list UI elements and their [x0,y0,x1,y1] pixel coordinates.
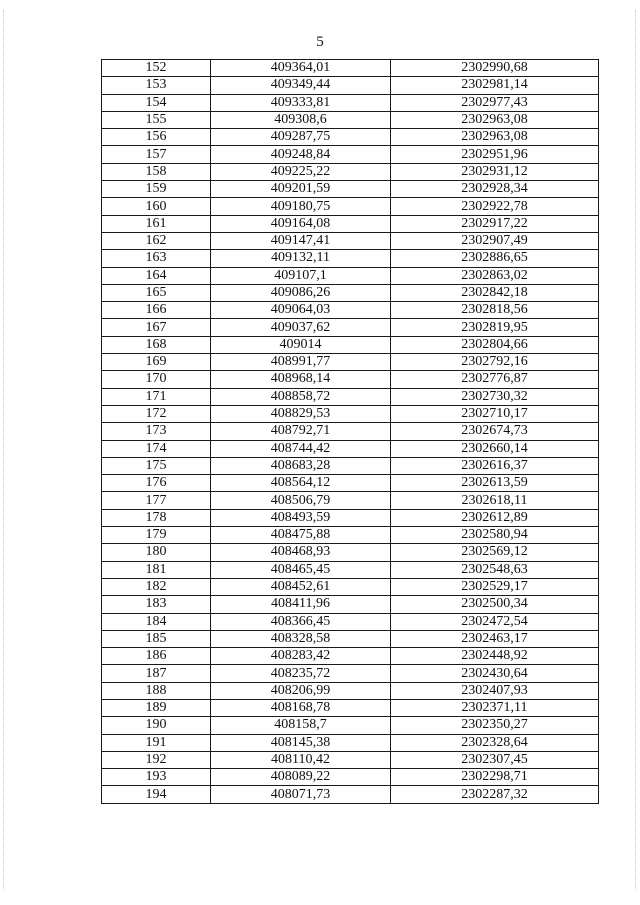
point-number-cell: 180 [102,544,211,561]
table-row [102,163,599,180]
table-row [102,354,599,371]
x-coordinate-cell: 409364,01 [211,60,391,77]
point-number-cell: 190 [102,717,211,734]
table-row [102,751,599,768]
x-coordinate-cell: 408071,73 [211,786,391,803]
y-coordinate-cell: 2302863,02 [391,267,599,284]
point-number-cell: 186 [102,648,211,665]
x-coordinate-cell: 408411,96 [211,596,391,613]
y-coordinate-cell: 2302463,17 [391,630,599,647]
y-coordinate-cell: 2302981,14 [391,77,599,94]
x-coordinate-cell: 409064,03 [211,302,391,319]
y-coordinate-cell: 2302907,49 [391,232,599,249]
table-row [102,734,599,751]
y-coordinate-cell: 2302612,89 [391,509,599,526]
y-coordinate-cell: 2302792,16 [391,354,599,371]
y-coordinate-cell: 2302618,11 [391,492,599,509]
x-coordinate-cell: 408829,53 [211,405,391,422]
x-coordinate-cell: 408991,77 [211,354,391,371]
x-coordinate-cell: 408858,72 [211,388,391,405]
y-coordinate-cell: 2302963,08 [391,111,599,128]
x-coordinate-cell: 409132,11 [211,250,391,267]
x-coordinate-cell: 409107,1 [211,267,391,284]
coordinates-table-body [102,60,599,804]
x-coordinate-cell: 408468,93 [211,544,391,561]
y-coordinate-cell: 2302472,54 [391,613,599,630]
x-coordinate-cell: 408968,14 [211,371,391,388]
y-coordinate-cell: 2302886,65 [391,250,599,267]
x-coordinate-cell: 409287,75 [211,129,391,146]
y-coordinate-cell: 2302818,56 [391,302,599,319]
y-coordinate-cell: 2302660,14 [391,440,599,457]
point-number-cell: 171 [102,388,211,405]
x-coordinate-cell: 409349,44 [211,77,391,94]
point-number-cell: 187 [102,665,211,682]
y-coordinate-cell: 2302448,92 [391,648,599,665]
x-coordinate-cell: 408283,42 [211,648,391,665]
point-number-cell: 174 [102,440,211,457]
point-number-cell: 154 [102,94,211,111]
y-coordinate-cell: 2302842,18 [391,284,599,301]
y-coordinate-cell: 2302730,32 [391,388,599,405]
x-coordinate-cell: 408475,88 [211,527,391,544]
x-coordinate-cell: 408683,28 [211,457,391,474]
point-number-cell: 158 [102,163,211,180]
point-number-cell: 194 [102,786,211,803]
table-row [102,492,599,509]
x-coordinate-cell: 409147,41 [211,232,391,249]
x-coordinate-cell: 409308,6 [211,111,391,128]
table-row [102,475,599,492]
table-row [102,699,599,716]
point-number-cell: 162 [102,232,211,249]
y-coordinate-cell: 2302613,59 [391,475,599,492]
point-number-cell: 185 [102,630,211,647]
x-coordinate-cell: 408328,58 [211,630,391,647]
y-coordinate-cell: 2302928,34 [391,181,599,198]
table-row [102,284,599,301]
x-coordinate-cell: 408145,38 [211,734,391,751]
point-number-cell: 170 [102,371,211,388]
y-coordinate-cell: 2302500,34 [391,596,599,613]
x-coordinate-cell: 408452,61 [211,578,391,595]
x-coordinate-cell: 408744,42 [211,440,391,457]
x-coordinate-cell: 408792,71 [211,423,391,440]
table-row [102,440,599,457]
table-row [102,336,599,353]
scan-edge-right [635,10,637,890]
table-row [102,769,599,786]
x-coordinate-cell: 408158,7 [211,717,391,734]
point-number-cell: 168 [102,336,211,353]
table-row [102,267,599,284]
point-number-cell: 160 [102,198,211,215]
y-coordinate-cell: 2302298,71 [391,769,599,786]
point-number-cell: 157 [102,146,211,163]
x-coordinate-cell: 409248,84 [211,146,391,163]
table-row [102,388,599,405]
y-coordinate-cell: 2302580,94 [391,527,599,544]
point-number-cell: 153 [102,77,211,94]
x-coordinate-cell: 408110,42 [211,751,391,768]
point-number-cell: 177 [102,492,211,509]
point-number-cell: 178 [102,509,211,526]
table-row [102,682,599,699]
point-number-cell: 189 [102,699,211,716]
y-coordinate-cell: 2302307,45 [391,751,599,768]
y-coordinate-cell: 2302529,17 [391,578,599,595]
point-number-cell: 159 [102,181,211,198]
y-coordinate-cell: 2302350,27 [391,717,599,734]
table-row [102,423,599,440]
table-row [102,129,599,146]
x-coordinate-cell: 409225,22 [211,163,391,180]
x-coordinate-cell: 408493,59 [211,509,391,526]
x-coordinate-cell: 408564,12 [211,475,391,492]
x-coordinate-cell: 409086,26 [211,284,391,301]
table-row [102,717,599,734]
table-row [102,786,599,803]
point-number-cell: 182 [102,578,211,595]
point-number-cell: 166 [102,302,211,319]
y-coordinate-cell: 2302963,08 [391,129,599,146]
point-number-cell: 169 [102,354,211,371]
x-coordinate-cell: 408168,78 [211,699,391,716]
table-row [102,665,599,682]
table-row [102,250,599,267]
table-row [102,613,599,630]
point-number-cell: 179 [102,527,211,544]
y-coordinate-cell: 2302674,73 [391,423,599,440]
table-row [102,111,599,128]
table-row [102,181,599,198]
table-row [102,198,599,215]
point-number-cell: 176 [102,475,211,492]
point-number-cell: 193 [102,769,211,786]
point-number-cell: 192 [102,751,211,768]
point-number-cell: 188 [102,682,211,699]
x-coordinate-cell: 409164,08 [211,215,391,232]
y-coordinate-cell: 2302819,95 [391,319,599,336]
table-row [102,302,599,319]
point-number-cell: 165 [102,284,211,301]
y-coordinate-cell: 2302616,37 [391,457,599,474]
point-number-cell: 181 [102,561,211,578]
table-row [102,146,599,163]
table-row [102,578,599,595]
table-row [102,561,599,578]
y-coordinate-cell: 2302776,87 [391,371,599,388]
point-number-cell: 152 [102,60,211,77]
x-coordinate-cell: 409180,75 [211,198,391,215]
x-coordinate-cell: 408506,79 [211,492,391,509]
y-coordinate-cell: 2302287,32 [391,786,599,803]
y-coordinate-cell: 2302430,64 [391,665,599,682]
page-number: 5 [316,34,324,50]
table-row [102,77,599,94]
y-coordinate-cell: 2302990,68 [391,60,599,77]
y-coordinate-cell: 2302407,93 [391,682,599,699]
table-row [102,596,599,613]
y-coordinate-cell: 2302371,11 [391,699,599,716]
y-coordinate-cell: 2302710,17 [391,405,599,422]
point-number-cell: 191 [102,734,211,751]
table-row [102,232,599,249]
y-coordinate-cell: 2302951,96 [391,146,599,163]
x-coordinate-cell: 409201,59 [211,181,391,198]
coordinates-table [101,59,599,804]
point-number-cell: 164 [102,267,211,284]
point-number-cell: 167 [102,319,211,336]
point-number-cell: 172 [102,405,211,422]
table-row [102,94,599,111]
table-row [102,544,599,561]
table-row [102,60,599,77]
y-coordinate-cell: 2302804,66 [391,336,599,353]
y-coordinate-cell: 2302569,12 [391,544,599,561]
point-number-cell: 161 [102,215,211,232]
point-number-cell: 163 [102,250,211,267]
point-number-cell: 175 [102,457,211,474]
y-coordinate-cell: 2302931,12 [391,163,599,180]
table-row [102,319,599,336]
point-number-cell: 184 [102,613,211,630]
y-coordinate-cell: 2302917,22 [391,215,599,232]
point-number-cell: 156 [102,129,211,146]
table-row [102,457,599,474]
table-row [102,509,599,526]
x-coordinate-cell: 408235,72 [211,665,391,682]
table-row [102,405,599,422]
y-coordinate-cell: 2302548,63 [391,561,599,578]
table-row [102,648,599,665]
x-coordinate-cell: 408465,45 [211,561,391,578]
point-number-cell: 183 [102,596,211,613]
table-row [102,630,599,647]
point-number-cell: 155 [102,111,211,128]
scan-edge-left [3,10,5,890]
x-coordinate-cell: 408089,22 [211,769,391,786]
x-coordinate-cell: 409037,62 [211,319,391,336]
table-row [102,371,599,388]
x-coordinate-cell: 409333,81 [211,94,391,111]
point-number-cell: 173 [102,423,211,440]
x-coordinate-cell: 408366,45 [211,613,391,630]
y-coordinate-cell: 2302328,64 [391,734,599,751]
y-coordinate-cell: 2302977,43 [391,94,599,111]
x-coordinate-cell: 409014 [211,336,391,353]
y-coordinate-cell: 2302922,78 [391,198,599,215]
table-row [102,215,599,232]
x-coordinate-cell: 408206,99 [211,682,391,699]
table-row [102,527,599,544]
